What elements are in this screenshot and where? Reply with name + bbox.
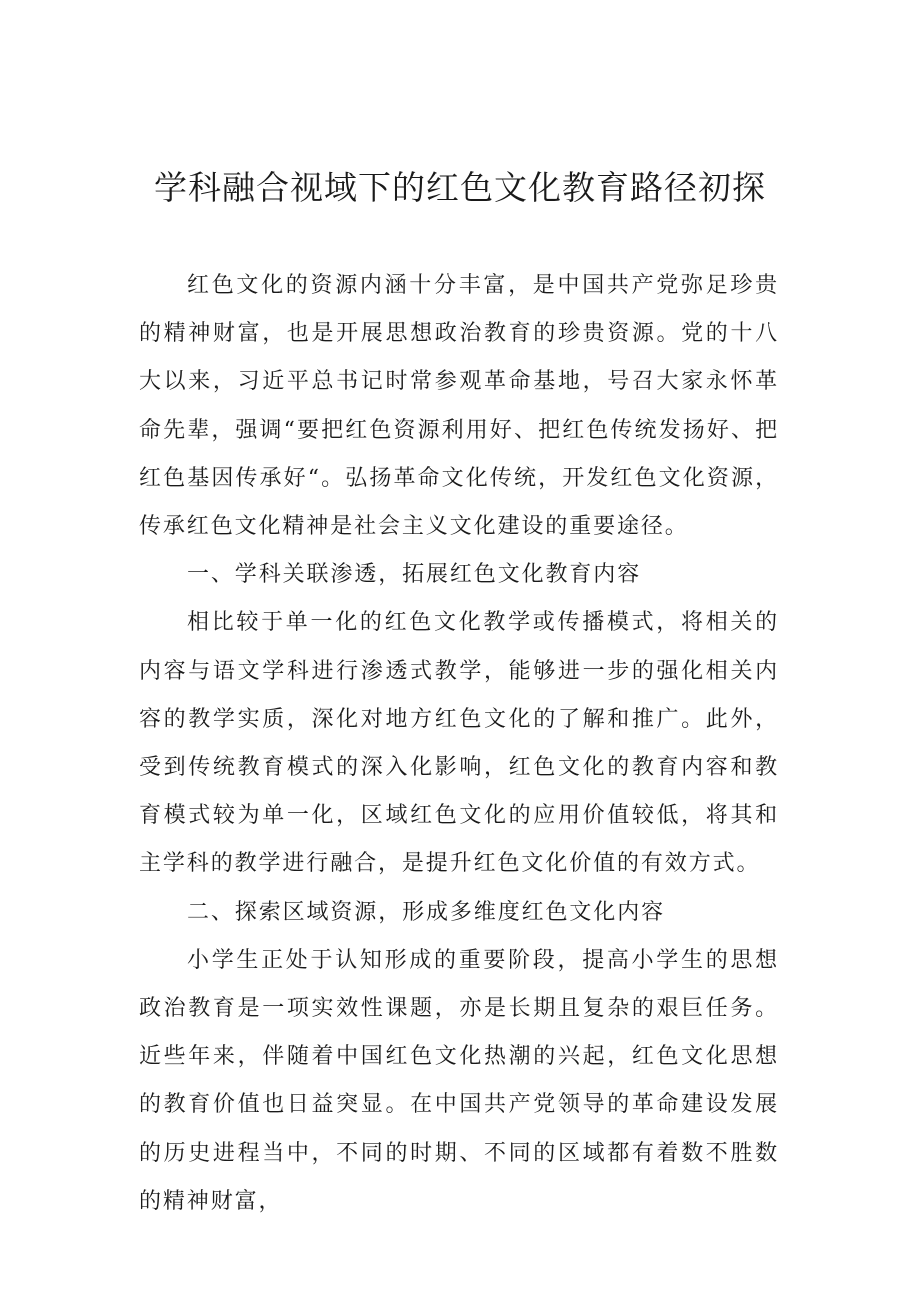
paragraph-intro: 红色文化的资源内涵十分丰富，是中国共产党弥足珍贵的精神财富，也是开展思想政治教育的珍贵资源。党的十八大以来，习近平总书记时常参观革命基地，号召大家永怀革命先辈，强调“要把红色资源利用好、把红色传统发扬好、把红色基因传承好“。弘扬革命文化传统，开发红色文化资源，传承红色文化精神是社会主义文化建设的重要途径。 bbox=[139, 273, 779, 540]
document-title: 学科融合视域下的红色文化教育路径初探 bbox=[154, 168, 766, 207]
paragraph-section-2: 小学生正处于认知形成的重要阶段，提高小学生的思想政治教育是一项实效性课题，亦是长期且复杂的艰巨任务。近些年来，伴随着中国红色文化热潮的兴起，红色文化思想的教育价值也日益突显。在中国共产党领导的革命建设发展的历史进程当中，不同的时期、不同的区域都有着数不胜数的精神财富， bbox=[139, 947, 779, 1214]
document-body bbox=[139, 262, 779, 1226]
section-heading-1: 一、学科关联渗透，拓展红色文化教育内容 bbox=[187, 562, 642, 588]
paragraph-section-1: 相比较于单一化的红色文化教学或传播模式，将相关的内容与语文学科进行渗透式教学，能够进一步的强化相关内容的教学实质，深化对地方红色文化的了解和推广。此外，受到传统教育模式的深入化影响，红色文化的教育内容和教育模式较为单一化，区域红色文化的应用价值较低，将其和主学科的教学进行融合，是提升红色文化价值的有效方式。 bbox=[139, 610, 779, 877]
section-heading-2: 二、探索区域资源，形成多维度红色文化内容 bbox=[187, 899, 666, 925]
